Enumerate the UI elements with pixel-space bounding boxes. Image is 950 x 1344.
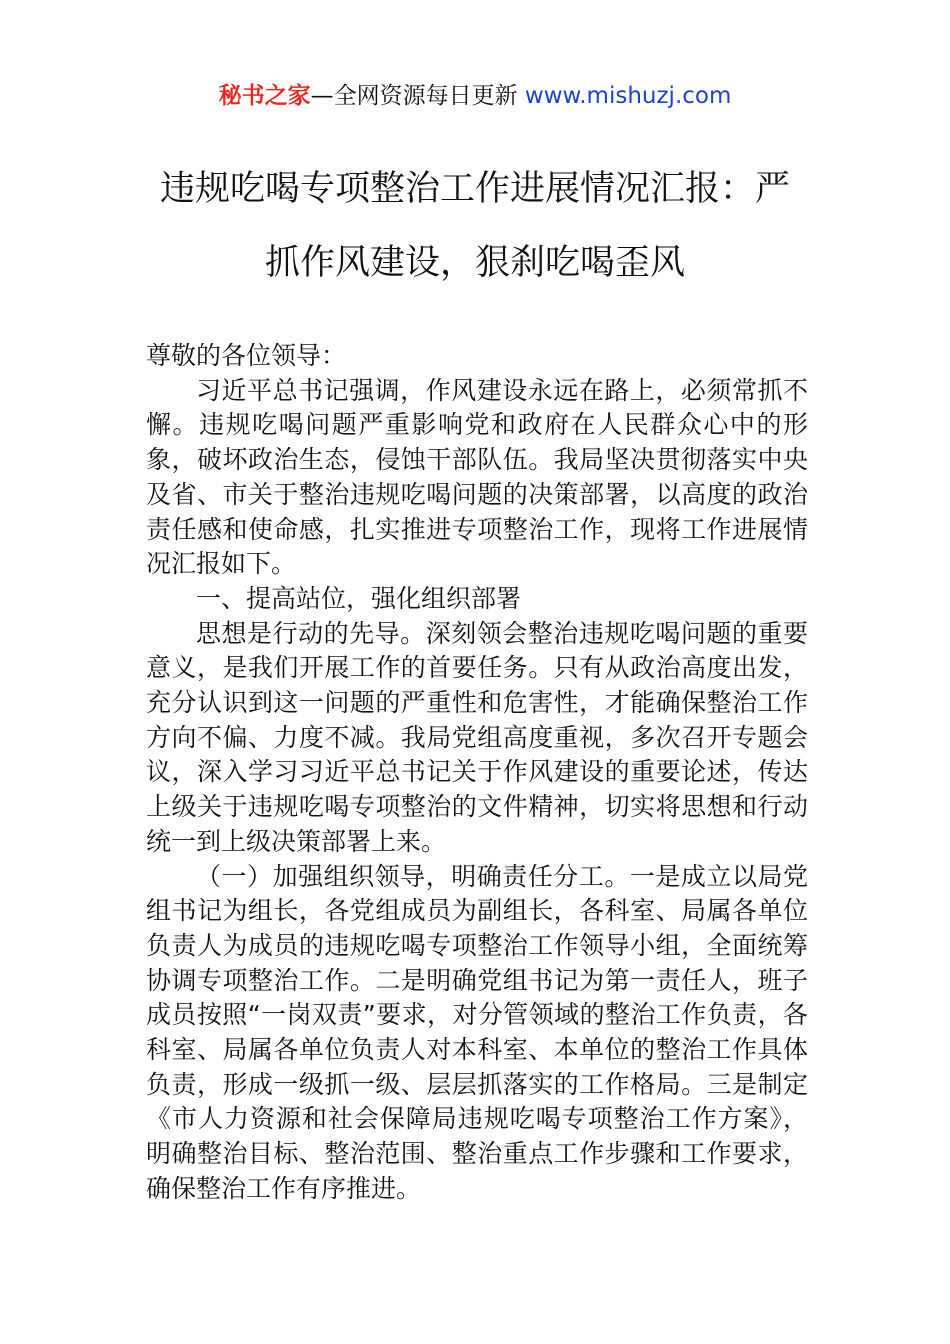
- paragraph-intro: 习近平总书记强调，作风建设永远在路上，必须常抓不懈。违规吃喝问题严重影响党和政府在人民群众心中的形象，破坏政治生态，侵蚀干部队伍。我局坚决贯彻落实中央及省、市关于整治违规吃喝问题的决策部署，以高度的政治责任感和使命感，扎实推进专项整治工作，现将工作进展情况汇报如下。: [146, 375, 808, 579]
- document-body: [146, 339, 808, 1207]
- site-brand: 秘书之家: [218, 83, 311, 109]
- section-heading-1: 一、提高站位，强化组织部署: [196, 583, 522, 613]
- paragraph-subsection-1: （一）加强组织领导，明确责任分工。一是成立以局党组书记为组长，各党组成员为副组长，各科室、局属各单位负责人为成员的违规吃喝专项整治工作领导小组，全面统筹协调专项整治工作。二是明确党组书记为第一责任人，班子成员按照“一岗双责”要求，对分管领域的整治工作负责，各科室、局属各单位负责人对本科室、本单位的整治工作具体负责，形成一级抓一级、层层抓落实的工作格局。三是制定《市人力资源和社会保障局违规吃喝专项整治工作方案》，明确整治目标、整治范围、整治重点工作步骤和工作要求，确保整治工作有序推进。: [146, 861, 808, 1203]
- site-tagline: —全网资源每日更新: [310, 83, 525, 109]
- site-url-link[interactable]: www.mishuzj.com: [524, 83, 732, 109]
- document-title: [120, 152, 830, 300]
- site-header: [0, 78, 950, 114]
- salutation: 尊敬的各位领导：: [146, 341, 347, 370]
- paragraph-section-1: 思想是行动的先导。深刻领会整治违规吃喝问题的重要意义，是我们开展工作的首要任务。只有从政治高度出发，充分认识到这一问题的严重性和危害性，才能确保整治工作方向不偏、力度不减。我局党组高度重视，多次召开专题会议，深入学习习近平总书记关于作风建设的重要论述，传达上级关于违规吃喝专项整治的文件精神，切实将思想和行动统一到上级决策部署上来。: [146, 618, 808, 856]
- title-line-1: 违规吃喝专项整治工作进展情况汇报：严: [159, 169, 790, 209]
- title-line-2: 抓作风建设，狠刹吃喝歪风: [264, 243, 685, 283]
